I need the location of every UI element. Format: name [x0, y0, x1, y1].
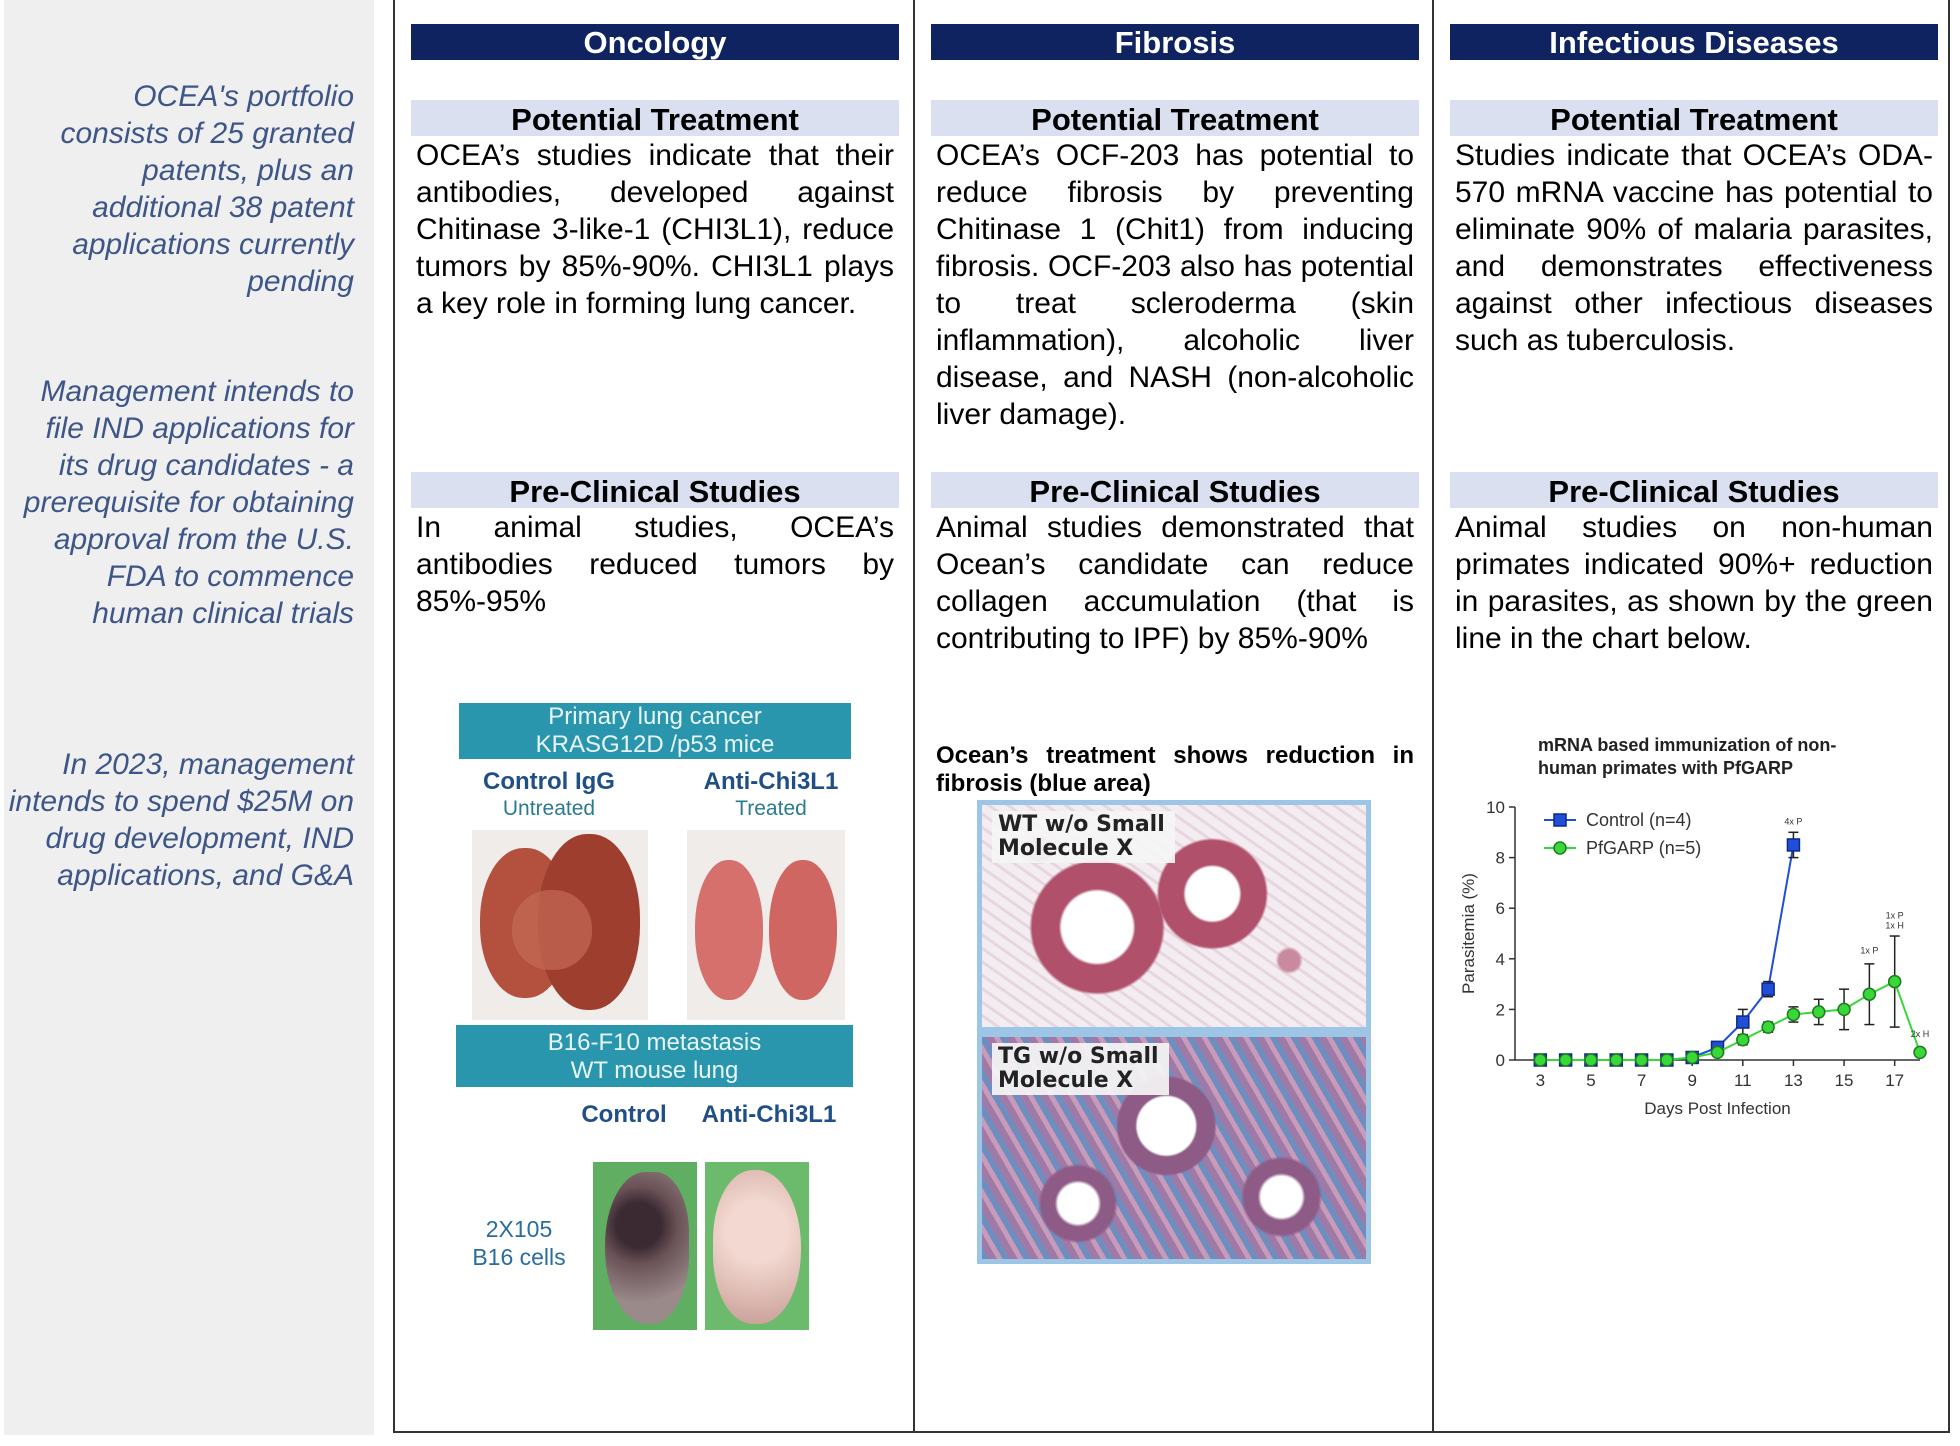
x-tick-label: 3: [1535, 1071, 1546, 1090]
chart-annotation: 1x P: [1860, 945, 1879, 956]
anti-chi3l1-bottom-label: Anti-Chi3L1: [701, 1101, 837, 1128]
chart-annotation: 4x P: [1784, 816, 1803, 827]
cells-label-line: B16 cells: [472, 1244, 566, 1270]
x-axis-label: Days Post Infection: [1644, 1099, 1791, 1118]
data-point: [1686, 1051, 1698, 1063]
sidebar-note-patents: OCEA's portfolio consists of 25 granted patents, plus an additional 38 patent applications currently pending: [60, 80, 354, 298]
x-tick-label: 7: [1636, 1071, 1647, 1090]
untreated-label: Untreated: [502, 797, 596, 820]
column-title-infectious: Infectious Diseases: [1450, 24, 1938, 60]
data-point: [1762, 1021, 1774, 1033]
data-point: [1712, 1046, 1724, 1058]
anti-chi3l1-label: Anti-Chi3L1: [703, 768, 839, 795]
figure-top-bar-line: KRASG12D /p53 mice: [535, 731, 775, 758]
micrograph-tg-label-line: Molecule X: [998, 1068, 1134, 1093]
x-tick-label: 5: [1586, 1071, 1596, 1090]
y-axis-label: Parasitemia (%): [1459, 873, 1478, 994]
column-title-oncology: Oncology: [411, 24, 899, 60]
studies-text: Animal studies on non-human primates indicated 90%+ reduction in parasites, as shown by the green line in the chart below.: [1455, 511, 1933, 655]
chart-annotation: 2x H: [1910, 1029, 1930, 1040]
treatment-heading: Potential Treatment: [1450, 100, 1938, 136]
treatment-text: Studies indicate that OCEA’s ODA-570 mRNA vaccine has potential to eliminate 90% of malaria parasites, and demonstrates effectiveness against other infectious diseases such as tuberculosis.: [1455, 139, 1933, 357]
column-title-fibrosis: Fibrosis: [931, 24, 1419, 60]
data-point: [1534, 1054, 1546, 1066]
studies-heading: Pre-Clinical Studies: [411, 472, 899, 508]
micrograph-tg: [977, 1032, 1371, 1264]
data-point: [1889, 976, 1901, 988]
figure-bottom-bar-line: B16-F10 metastasis: [547, 1029, 762, 1056]
column-divider: [1432, 0, 1434, 1433]
figure-bottom-bar: [456, 1025, 853, 1087]
fibrosis-figure-caption: Ocean’s treatment shows reduction in fibrosis (blue area): [936, 742, 1414, 797]
legend-marker: [1554, 842, 1566, 854]
parasitemia-chart: [1450, 725, 1938, 1125]
data-point: [1863, 988, 1875, 1000]
treatment-heading: Potential Treatment: [411, 100, 899, 136]
treatment-heading: Potential Treatment: [931, 100, 1419, 136]
data-point: [1661, 1054, 1673, 1066]
control-lung-image: [472, 830, 648, 1020]
sidebar: [4, 0, 374, 1435]
chart-title-line: mRNA based immunization of non-: [1538, 735, 1837, 755]
legend-label: PfGARP (n=5): [1586, 838, 1702, 858]
data-point: [1636, 1054, 1648, 1066]
data-point: [1762, 983, 1774, 995]
micrograph-tg-label: [992, 1043, 1169, 1095]
data-point: [1737, 1016, 1749, 1028]
legend-label: Control (n=4): [1586, 810, 1692, 830]
y-tick-label: 8: [1495, 848, 1505, 868]
chart-annotation: 1x P: [1885, 910, 1904, 921]
data-point: [1838, 1003, 1850, 1015]
legend-marker: [1554, 814, 1566, 826]
metastasis-treated-image: [705, 1162, 809, 1330]
y-tick-label: 10: [1486, 798, 1505, 817]
studies-text: Animal studies demonstrated that Ocean’s candidate can reduce collagen accumulation (that is contributing to IPF) by 85%-90%: [936, 511, 1414, 655]
column-divider: [913, 0, 915, 1433]
y-tick-label: 4: [1495, 949, 1505, 969]
metastasis-control-image: [593, 1162, 697, 1330]
data-point: [1737, 1034, 1749, 1046]
chart-annotation: 1x H: [1885, 920, 1904, 931]
figure-top-bar: [459, 703, 851, 759]
data-point: [1585, 1054, 1597, 1066]
micrograph-wt-label: [992, 811, 1175, 863]
micrograph-wt-label-line: Molecule X: [998, 836, 1134, 861]
sidebar-note-ind: Management intends to file IND applications for its drug candidates - a prerequisite for obtaining approval from the U.S. FDA to commence human clinical trials: [23, 375, 354, 630]
y-tick-label: 0: [1495, 1051, 1505, 1070]
y-tick-label: 6: [1495, 899, 1505, 919]
micrograph-wt-label-line: WT w/o Small: [998, 812, 1165, 837]
studies-heading: Pre-Clinical Studies: [1450, 472, 1938, 508]
y-tick-label: 2: [1495, 1000, 1505, 1020]
treated-label: Treated: [735, 797, 807, 820]
figure-top-bar-line: Primary lung cancer: [548, 703, 762, 730]
x-tick-label: 17: [1885, 1071, 1905, 1090]
data-point: [1610, 1054, 1622, 1066]
chart-title-line: human primates with PfGARP: [1538, 758, 1794, 778]
x-tick-label: 15: [1834, 1071, 1854, 1090]
studies-heading: Pre-Clinical Studies: [931, 472, 1419, 508]
x-tick-label: 11: [1733, 1071, 1752, 1090]
control-label: Control: [581, 1101, 667, 1128]
figure-bottom-bar-line: WT mouse lung: [570, 1057, 739, 1084]
treated-lung-image: [687, 830, 845, 1020]
data-point: [1813, 1006, 1825, 1018]
studies-text: In animal studies, OCEA’s antibodies reduced tumors by 85%-95%: [416, 511, 894, 618]
micrograph-tg-label-line: TG w/o Small: [998, 1044, 1159, 1069]
data-point: [1914, 1046, 1926, 1058]
micrograph-wt: [977, 800, 1371, 1032]
data-point: [1787, 839, 1799, 851]
data-point: [1560, 1054, 1572, 1066]
cells-label-line: 2X105: [485, 1216, 553, 1242]
x-tick-label: 13: [1783, 1071, 1803, 1090]
control-igg-label: Control IgG: [483, 768, 615, 795]
cells-label: [459, 1215, 579, 1271]
data-point: [1787, 1008, 1799, 1020]
treatment-text: OCEA’s OCF-203 has potential to reduce fibrosis by preventing Chitinase 1 (Chit1) from inducing fibrosis. OCF-203 also has potential to treat scleroderma (skin inflammation), alcoholic liver disease, and NASH (non-alcoholic liver damage).: [936, 139, 1414, 431]
sidebar-note-spend: In 2023, management intends to spend $25M on drug development, IND applications, and G&A: [8, 748, 354, 892]
series-line: [1540, 845, 1793, 1060]
treatment-text: OCEA’s studies indicate that their antibodies, developed against Chitinase 3-like-1 (CHI3L1), reduce tumors by 85%-90%. CHI3L1 plays a key role in forming lung cancer.: [416, 139, 894, 320]
x-tick-label: 9: [1687, 1071, 1697, 1090]
